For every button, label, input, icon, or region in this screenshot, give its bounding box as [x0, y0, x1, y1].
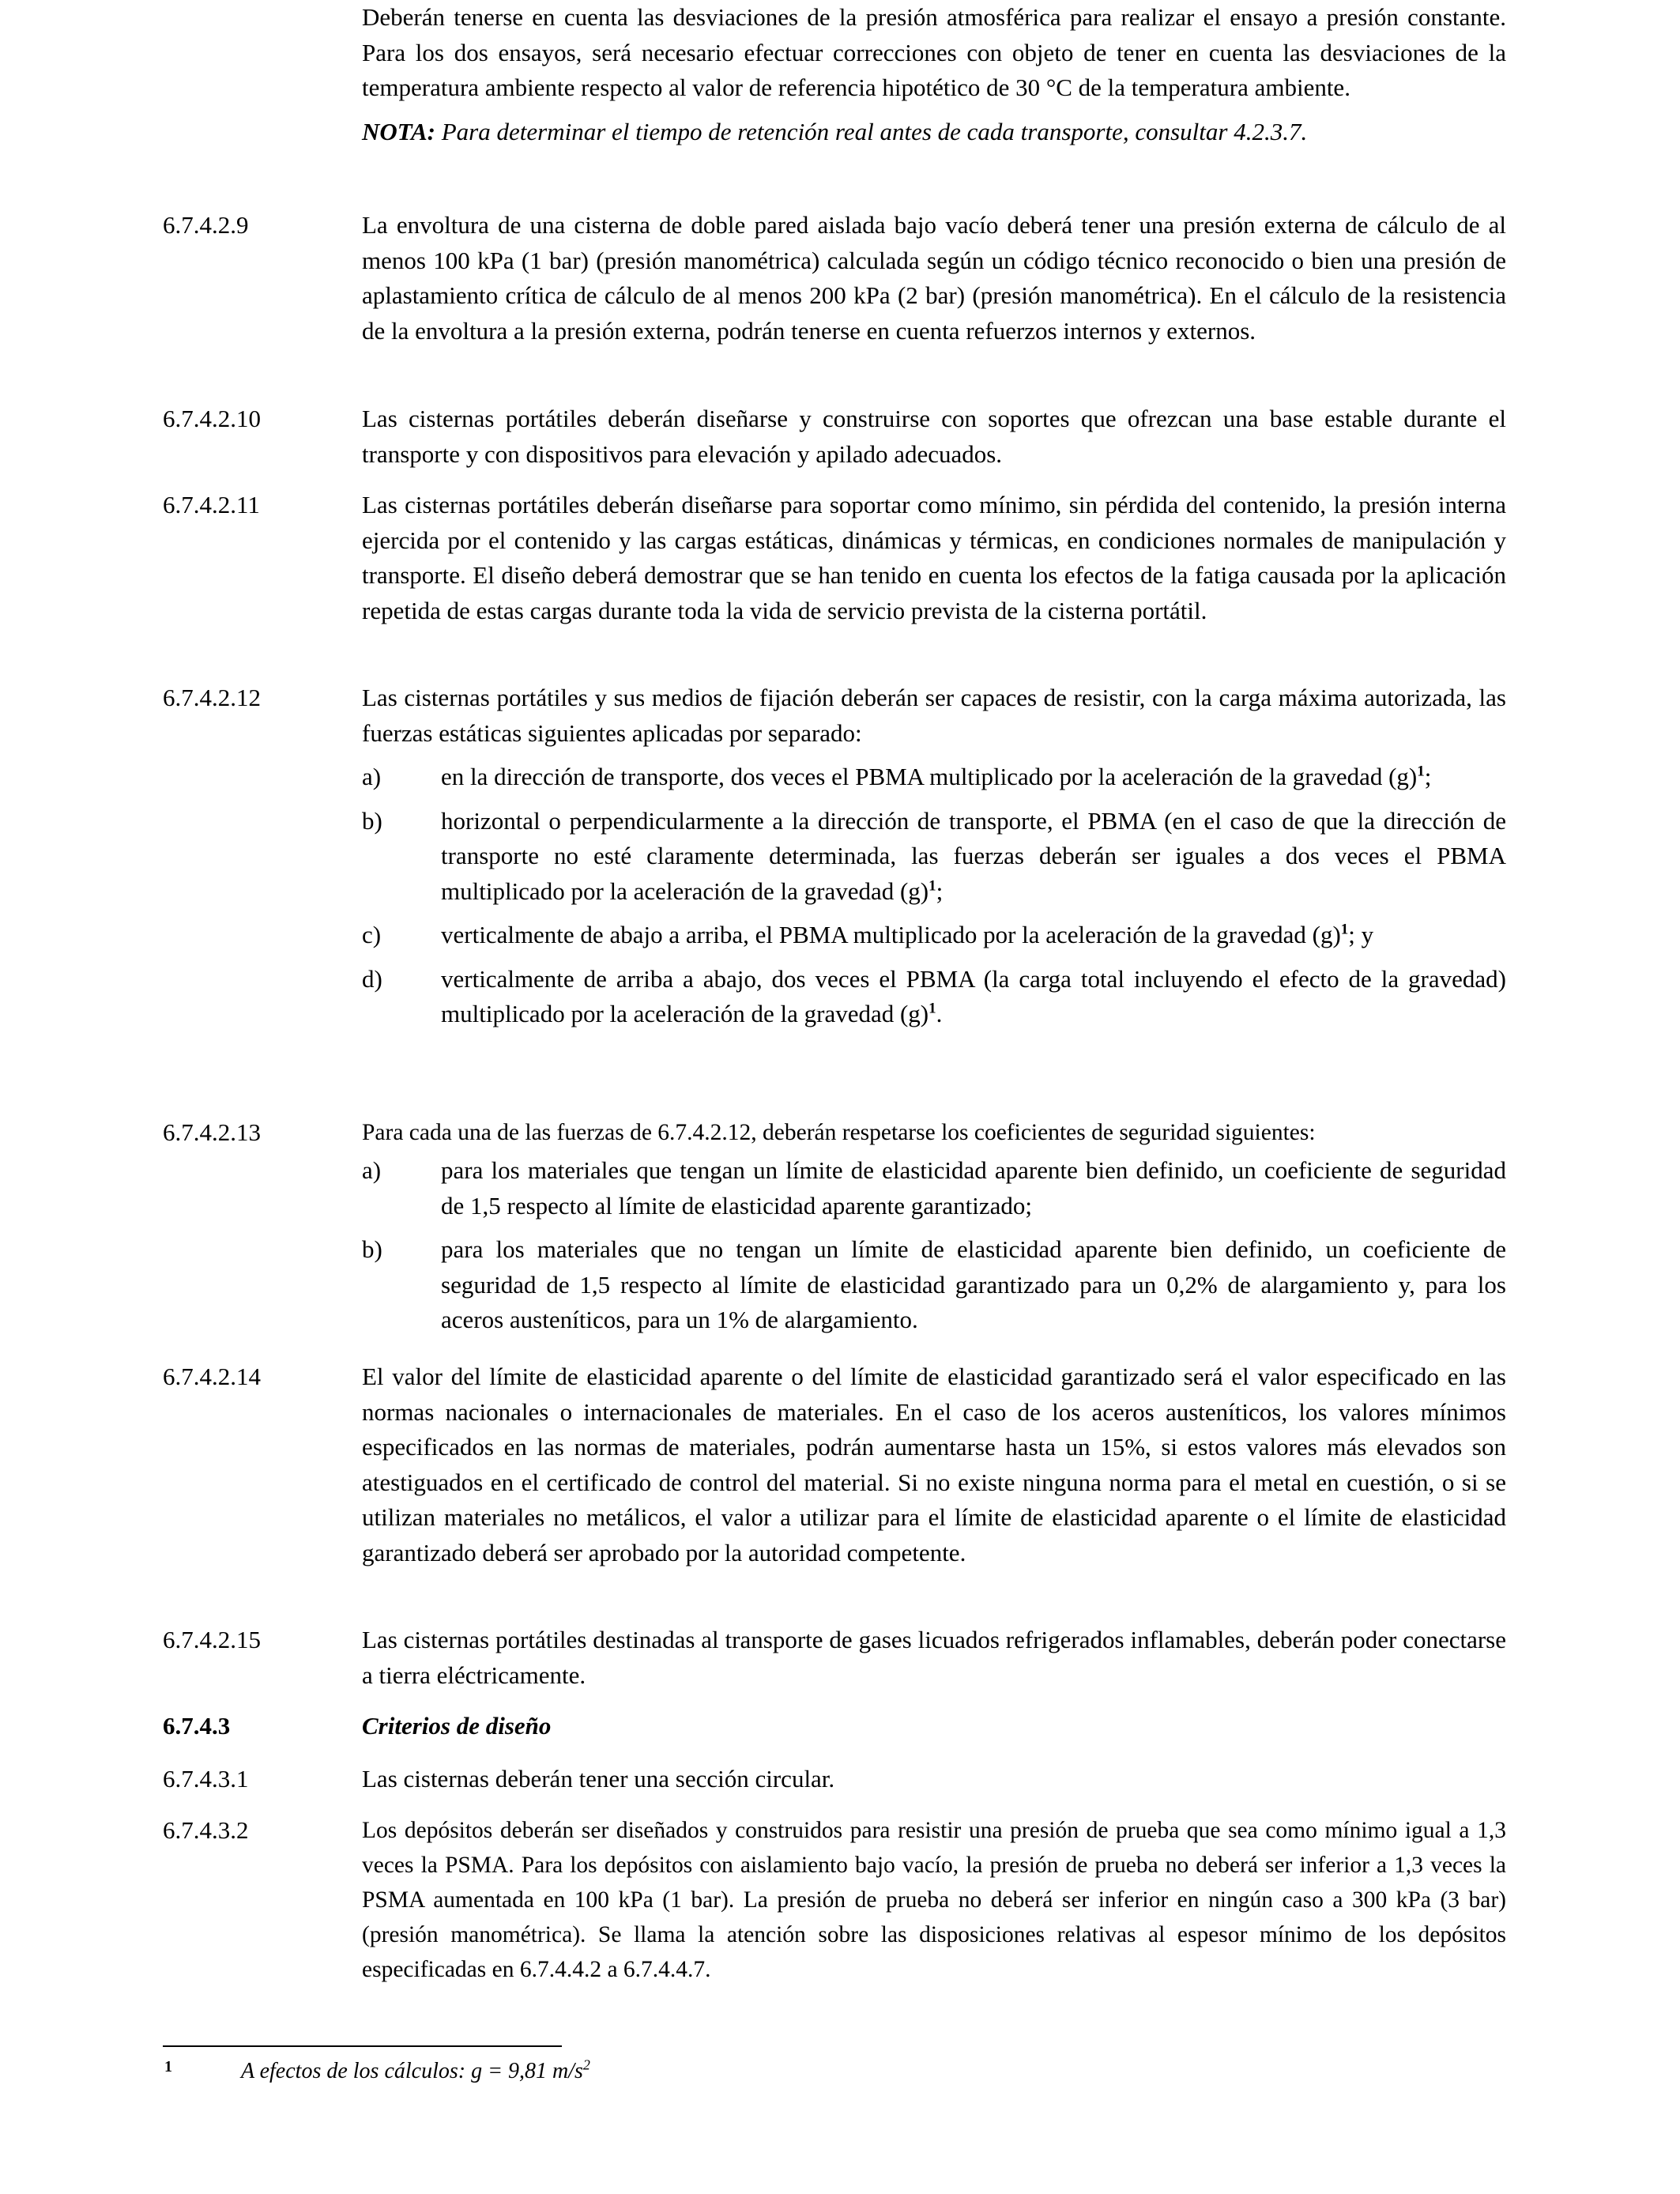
section-number: 6.7.4.3	[163, 1712, 231, 1740]
list-item	[362, 1153, 1506, 1223]
paragraph-6-7-4-2-15	[163, 1623, 1506, 1693]
list-item-text: en la dirección de transporte, dos veces el PBMA multiplicado por la aceleración de la gravedad (g)	[441, 763, 1418, 790]
paragraph-number: 6.7.4.3.2	[163, 1816, 249, 1844]
list-item	[362, 918, 1506, 953]
paragraph-6-7-4-2-9	[163, 208, 1506, 349]
paragraph-number: 6.7.4.2.10	[163, 405, 261, 432]
paragraph-text: Las cisternas portátiles deberán diseñarse y construirse con soportes que ofrezcan una base estable durante el transporte y con dispositivos para elevación y apilado adecuados.	[362, 405, 1506, 468]
paragraph-number: 6.7.4.2.13	[163, 1118, 261, 1146]
paragraph-6-7-4-2-13	[163, 1115, 1506, 1338]
paragraph-6-7-4-3-2	[163, 1813, 1506, 1987]
list-item-label: b)	[362, 806, 382, 835]
footnote-reference: 1	[1340, 921, 1349, 938]
list-item	[362, 962, 1506, 1032]
note-label: NOTA:	[362, 117, 435, 145]
footnote-reference: 1	[929, 1000, 936, 1017]
paragraph-text: Las cisternas portátiles destinadas al transporte de gases licuados refrigerados inflamables, deberán poder conectarse a tierra eléctricamente.	[362, 1626, 1506, 1689]
list-item-text: horizontal o perpendicularmente a la dirección de transporte, el PBMA (en el caso de que la dirección de transporte no esté claramente determinada, las fuerzas deberán ser iguales a dos veces el PBMA multiplicado por la aceleración de la gravedad (g)	[441, 806, 1506, 905]
paragraph-text: Los depósitos deberán ser diseñados y construidos para resistir una presión de prueba que sea como mínimo igual a 1,3 veces la PSMA. Para los depósitos con aislamiento bajo vacío, la presión de prueba no deberá ser inferior a 1,3 veces la PSMA aumentada en 100 kPa (1 bar). La presión de prueba no deberá ser inferior en ningún caso a 300 kPa (3 bar) (presión manométrica). Se llama la atención sobre las disposiciones relativas al espesor mínimo de los depósitos especificadas en 6.7.4.4.2 a 6.7.4.4.7.	[362, 1818, 1506, 1982]
list-item-label: b)	[362, 1235, 382, 1263]
list-item	[362, 1232, 1506, 1338]
intro-paragraph	[163, 0, 1506, 149]
list-item-text: verticalmente de arriba a abajo, dos veces el PBMA (la carga total incluyendo el efecto de la gravedad) multiplicado por la aceleración de la gravedad (g)	[441, 964, 1506, 1027]
paragraph-text: Las cisternas portátiles y sus medios de fijación deberán ser capaces de resistir, con la carga máxima autorizada, las fuerzas estáticas siguientes aplicadas por separado:	[362, 684, 1506, 747]
list-item	[362, 760, 1506, 795]
list-item-suffix: ;	[1424, 763, 1432, 790]
footnote-body: A efectos de los cálculos: g = 9,81 m/s	[241, 2059, 583, 2083]
paragraph-6-7-4-3-1	[163, 1762, 1506, 1797]
paragraph-number: 6.7.4.2.15	[163, 1626, 261, 1653]
section-title: Criterios de diseño	[362, 1712, 552, 1740]
list-item	[362, 804, 1506, 910]
list-item-text: para los materiales que no tengan un límite de elasticidad aparente bien definido, un coeficiente de seguridad de 1,5 respecto al límite de elasticidad garantizado para un 0,2% de alargamiento y, para los aceros austeníticos, para un 1% de alargamiento.	[441, 1235, 1506, 1333]
paragraph-number: 6.7.4.2.11	[163, 491, 260, 518]
footnote-text	[241, 2056, 590, 2084]
paragraph-6-7-4-2-11	[163, 488, 1506, 628]
list-item-suffix: ;	[936, 876, 944, 905]
paragraph-text: Las cisternas deberán tener una sección circular.	[362, 1765, 835, 1793]
paragraph-number: 6.7.4.2.14	[163, 1363, 261, 1390]
intro-text: Deberán tenerse en cuenta las desviaciones de la presión atmosférica para realizar el ensayo a presión constante. Para los dos ensayos, será necesario efectuar correcciones con objeto de tener en cuenta las desviaciones de la temperatura ambiente respecto al valor de referencia hipotético de 30 °C de la temperatura ambiente.	[362, 3, 1506, 101]
footnote-mark: 1	[164, 2058, 172, 2075]
footnote-reference: 1	[929, 877, 936, 895]
paragraph-6-7-4-2-12	[163, 680, 1506, 1032]
paragraph-6-7-4-2-10	[163, 401, 1506, 472]
list-item-label: d)	[362, 964, 382, 993]
footnote-separator	[163, 2045, 562, 2047]
paragraph-text: Para cada una de las fuerzas de 6.7.4.2.12, deberán respetarse los coeficientes de seguridad siguientes:	[362, 1120, 1316, 1145]
paragraph-text: La envoltura de una cisterna de doble pared aislada bajo vacío deberá tener una presión externa de cálculo de al menos 100 kPa (1 bar) (presión manométrica) calculada según un código técnico reconocido o bien una presión de aplastamiento crítica de cálculo de al menos 200 kPa (2 bar) (presión manométrica). En el cálculo de la resistencia de la envoltura a la presión externa, podrán tenerse en cuenta refuerzos internos y externos.	[362, 211, 1506, 345]
paragraph-number: 6.7.4.2.12	[163, 684, 261, 711]
paragraph-text: Las cisternas portátiles deberán diseñarse para soportar como mínimo, sin pérdida del contenido, la presión interna ejercida por el contenido y las cargas estáticas, dinámicas y térmicas, en condiciones normales de manipulación y transporte. El diseño deberá demostrar que se han tenido en cuenta los efectos de la fatiga causada por la aplicación repetida de estas cargas durante toda la vida de servicio prevista de la cisterna portátil.	[362, 491, 1506, 624]
note-text: Para determinar el tiempo de retención real antes de cada transporte, consultar 4.2.3.7.	[435, 117, 1308, 145]
list-item-text: verticalmente de abajo a arriba, el PBMA multiplicado por la aceleración de la gravedad (g)	[441, 921, 1341, 948]
list-item-label: a)	[362, 763, 382, 790]
list-item-suffix: .	[936, 1000, 943, 1027]
footnote-reference: 1	[1417, 763, 1425, 780]
paragraph-6-7-4-2-14	[163, 1359, 1506, 1570]
list-item-label: a)	[362, 1156, 382, 1184]
footnote-exponent: 2	[582, 2056, 590, 2073]
section-heading-6-7-4-3	[163, 1709, 1506, 1744]
list-item-suffix: ; y	[1348, 921, 1374, 948]
paragraph-text: El valor del límite de elasticidad aparente o del límite de elasticidad garantizado será el valor especificado en las normas nacionales o internacionales de materiales. En el caso de los aceros austeníticos, los valores mínimos especificados en las normas de materiales, podrán aumentarse hasta un 15%, si estos valores más elevados son atestiguados en el certificado de control del material. Si no existe ninguna norma para el metal en cuestión, o si se utilizan materiales no metálicos, el valor a utilizar para el límite de elasticidad aparente o el límite de elasticidad garantizado deberá ser aprobado por la autoridad competente.	[362, 1363, 1506, 1566]
paragraph-number: 6.7.4.3.1	[163, 1765, 249, 1793]
note	[362, 115, 1506, 150]
list-item-text: para los materiales que tengan un límite de elasticidad aparente bien definido, un coeficiente de seguridad de 1,5 respecto al límite de elasticidad aparente garantizado;	[441, 1156, 1506, 1220]
paragraph-number: 6.7.4.2.9	[163, 211, 249, 239]
list-item-label: c)	[362, 921, 382, 948]
